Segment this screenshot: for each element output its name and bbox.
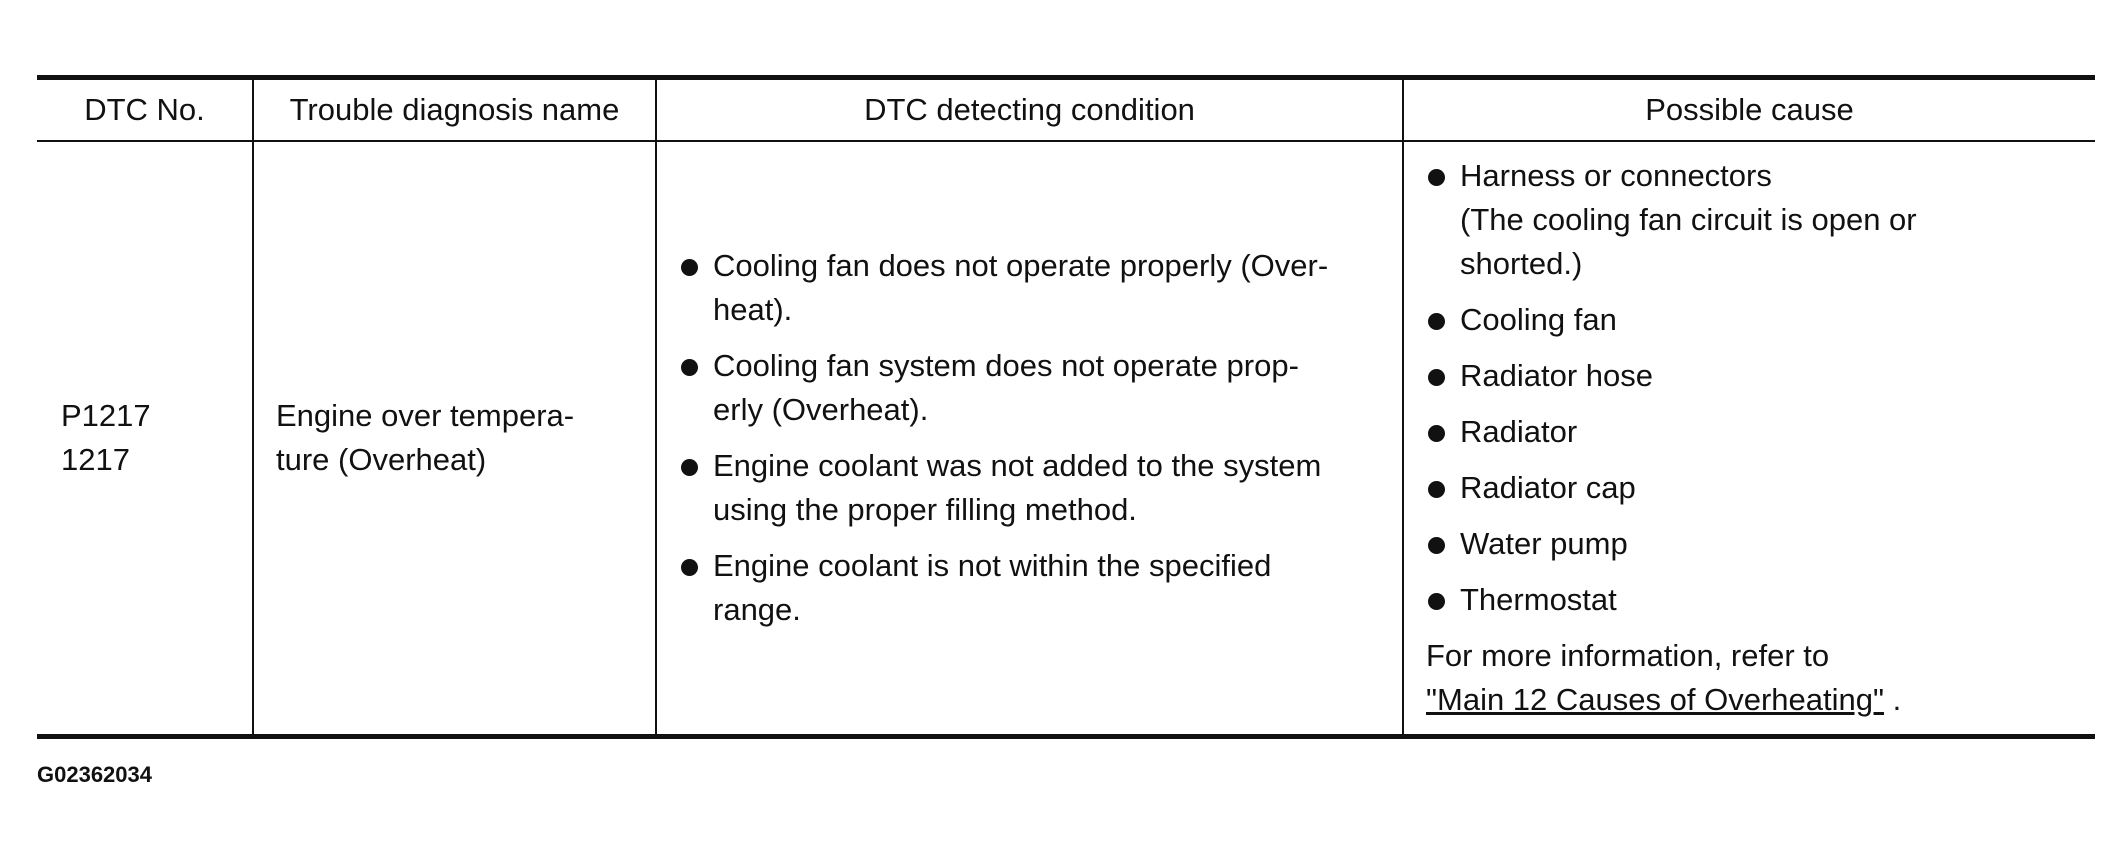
list-item bbox=[679, 544, 1380, 632]
bullet-icon bbox=[1428, 593, 1445, 610]
overheating-causes-link[interactable]: "Main 12 Causes of Overheating" bbox=[1426, 682, 1884, 717]
more-info-reference bbox=[1426, 678, 2073, 722]
list-item bbox=[1426, 466, 2073, 510]
header-trouble-diagnosis-name: Trouble diagnosis name bbox=[253, 78, 656, 142]
cause-line: shorted.) bbox=[1460, 246, 1583, 281]
condition-line: Engine coolant was not added to the system bbox=[713, 448, 1322, 483]
figure-code: G02362034 bbox=[37, 762, 152, 787]
list-item bbox=[1426, 354, 2073, 398]
header-possible-cause: Possible cause bbox=[1403, 78, 2095, 142]
cause-line: Water pump bbox=[1460, 526, 1628, 561]
list-item bbox=[1426, 298, 2073, 342]
bullet-icon bbox=[1428, 537, 1445, 554]
cause-line: (The cooling fan circuit is open or bbox=[1460, 202, 1917, 237]
list-item bbox=[679, 344, 1380, 432]
bullet-icon bbox=[681, 459, 698, 476]
list-item bbox=[1426, 154, 2073, 286]
cause-list bbox=[1426, 154, 2073, 622]
cause-line: Radiator cap bbox=[1460, 470, 1636, 505]
cause-line: Harness or connectors bbox=[1460, 158, 1772, 193]
condition-line: using the proper filling method. bbox=[713, 492, 1137, 527]
diagnosis-name-line: Engine over tempera- bbox=[276, 398, 575, 433]
table-row bbox=[37, 141, 2095, 737]
list-item bbox=[679, 244, 1380, 332]
bullet-icon bbox=[681, 359, 698, 376]
possible-cause-cell bbox=[1403, 141, 2095, 737]
bullet-icon bbox=[681, 259, 698, 276]
bullet-icon bbox=[1428, 481, 1445, 498]
bullet-icon bbox=[1428, 369, 1445, 386]
bullet-icon bbox=[1428, 169, 1445, 186]
bullet-icon bbox=[681, 559, 698, 576]
dtc-number: 1217 bbox=[61, 442, 130, 477]
table-header-row bbox=[37, 78, 2095, 142]
header-dtc-no: DTC No. bbox=[37, 78, 253, 142]
more-info-suffix: . bbox=[1883, 682, 1902, 717]
bullet-icon bbox=[1428, 425, 1445, 442]
diagnosis-name-line: ture (Overheat) bbox=[276, 442, 487, 477]
condition-line: heat). bbox=[713, 292, 793, 327]
list-item bbox=[1426, 410, 2073, 454]
condition-line: range. bbox=[713, 592, 801, 627]
bullet-icon bbox=[1428, 313, 1445, 330]
diagnosis-name-cell bbox=[253, 141, 656, 737]
list-item bbox=[679, 444, 1380, 532]
list-item bbox=[1426, 578, 2073, 622]
condition-list bbox=[679, 244, 1380, 632]
dtc-table bbox=[37, 75, 2095, 739]
cause-line: Radiator bbox=[1460, 414, 1578, 449]
condition-line: Engine coolant is not within the specified bbox=[713, 548, 1272, 583]
list-item bbox=[1426, 522, 2073, 566]
more-info-text: For more information, refer to bbox=[1426, 638, 1830, 673]
more-info bbox=[1426, 634, 2073, 722]
condition-line: Cooling fan system does not operate prop- bbox=[713, 348, 1299, 383]
header-dtc-detecting-condition: DTC detecting condition bbox=[656, 78, 1403, 142]
detecting-condition-cell bbox=[656, 141, 1403, 737]
dtc-number-cell bbox=[37, 141, 253, 737]
condition-line: Cooling fan does not operate properly (Over- bbox=[713, 248, 1329, 283]
cause-line: Cooling fan bbox=[1460, 302, 1617, 337]
dtc-number: P1217 bbox=[61, 398, 151, 433]
cause-line: Thermostat bbox=[1460, 582, 1617, 617]
cause-line: Radiator hose bbox=[1460, 358, 1654, 393]
condition-line: erly (Overheat). bbox=[713, 392, 929, 427]
